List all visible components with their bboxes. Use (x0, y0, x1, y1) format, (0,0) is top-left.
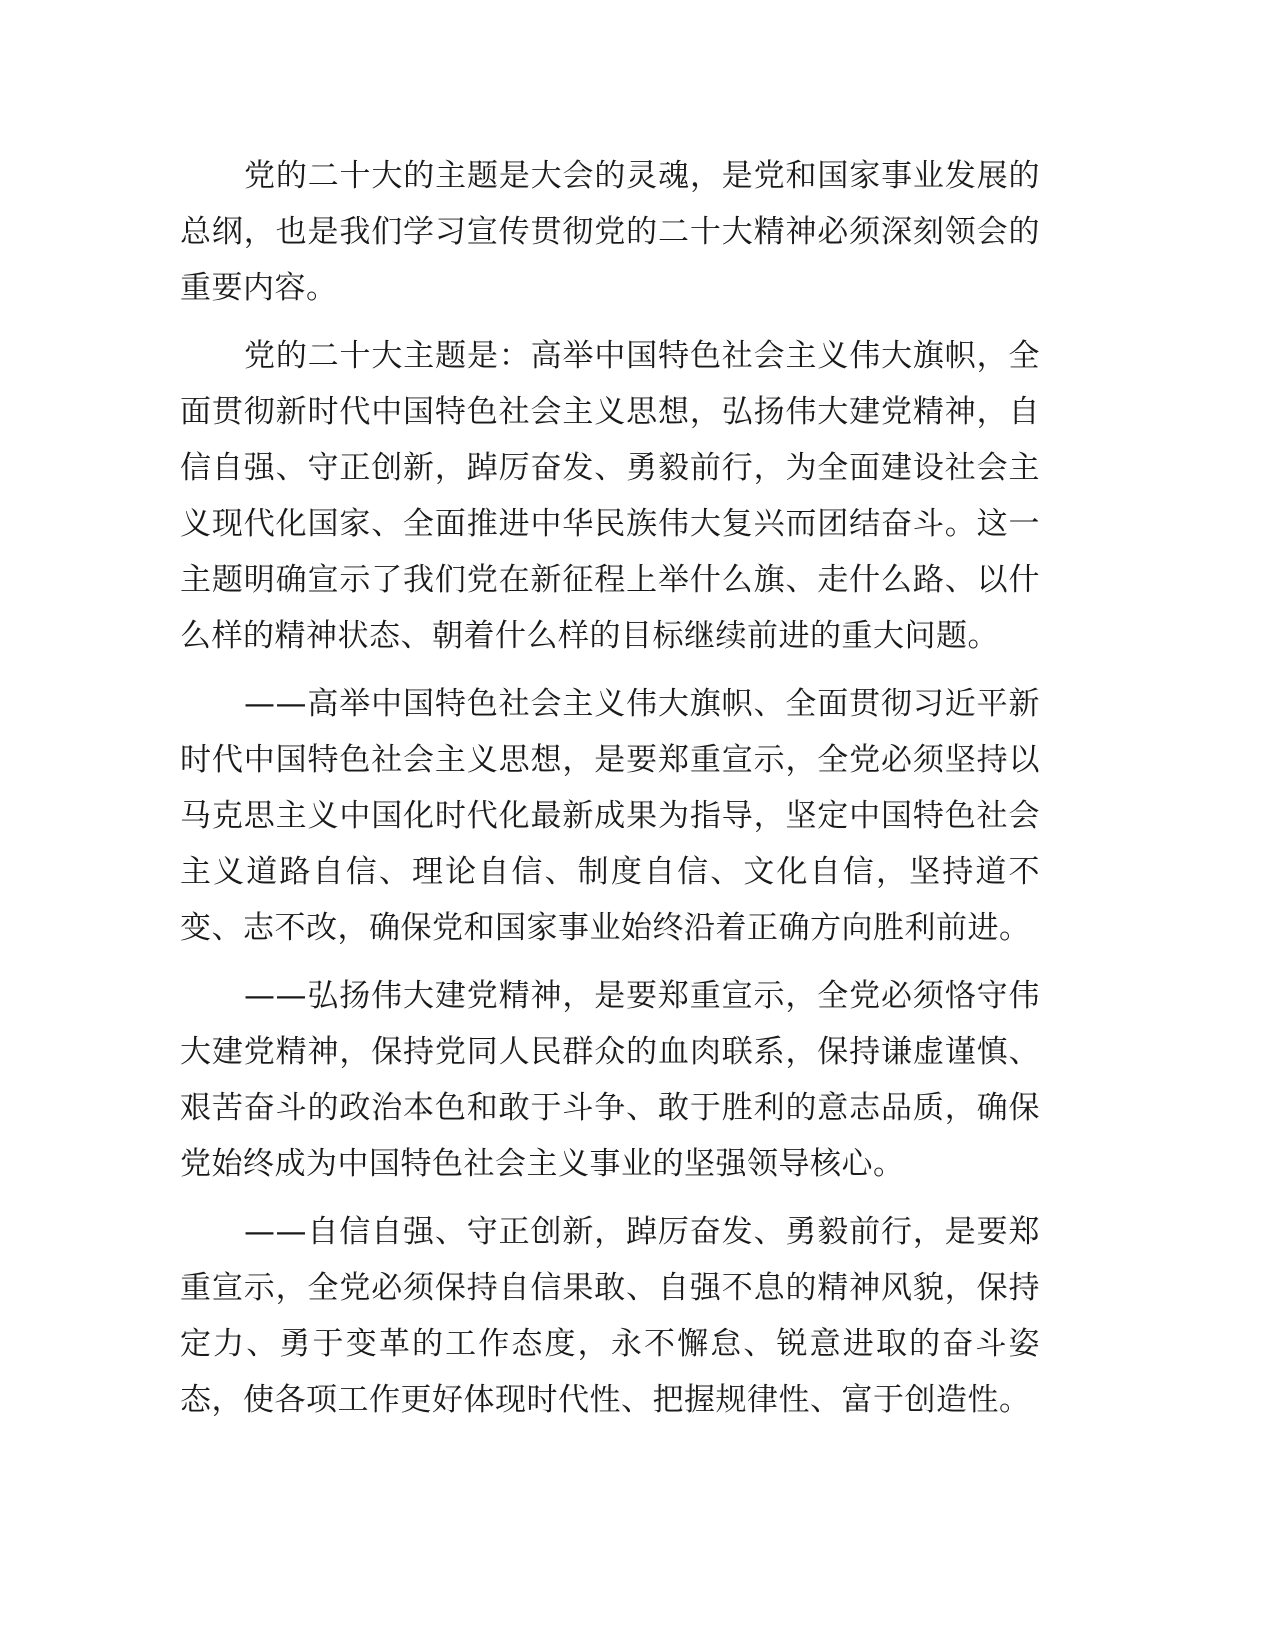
document-page (180, 148, 1040, 1440)
paragraph-theme: 党的二十大主题是：高举中国特色社会主义伟大旗帜，全面贯彻新时代中国特色社会主义思想，弘扬伟大建党精神，自信自强、守正创新，踔厉奋发、勇毅前行，为全面建设社会主义现代化国家、全面推进中华民族伟大复兴而团结奋斗。这一主题明确宣示了我们党在新征程上举什么旗、走什么路、以什么样的精神状态、朝着什么样的目标继续前进的重大问题。 (180, 338, 1040, 654)
paragraph-banner: ——高举中国特色社会主义伟大旗帜、全面贯彻习近平新时代中国特色社会主义思想，是要郑重宣示，全党必须坚持以马克思主义中国化时代化最新成果为指导，坚定中国特色社会主义道路自信、理论自信、制度自信、文化自信，坚持道不变、志不改，确保党和国家事业始终沿着正确方向胜利前进。 (180, 686, 1040, 946)
paragraph-confidence: ——自信自强、守正创新，踔厉奋发、勇毅前行，是要郑重宣示，全党必须保持自信果敢、自强不息的精神风貌，保持定力、勇于变革的工作态度，永不懈怠、锐意进取的奋斗姿态，使各项工作更好体现时代性、把握规律性、富于创造性。 (180, 1214, 1040, 1418)
paragraph-spirit: ——弘扬伟大建党精神，是要郑重宣示，全党必须恪守伟大建党精神，保持党同人民群众的血肉联系，保持谦虚谨慎、艰苦奋斗的政治本色和敢于斗争、敢于胜利的意志品质，确保党始终成为中国特色社会主义事业的坚强领导核心。 (180, 978, 1040, 1182)
paragraph-intro: 党的二十大的主题是大会的灵魂，是党和国家事业发展的总纲，也是我们学习宣传贯彻党的二十大精神必须深刻领会的重要内容。 (180, 158, 1040, 306)
